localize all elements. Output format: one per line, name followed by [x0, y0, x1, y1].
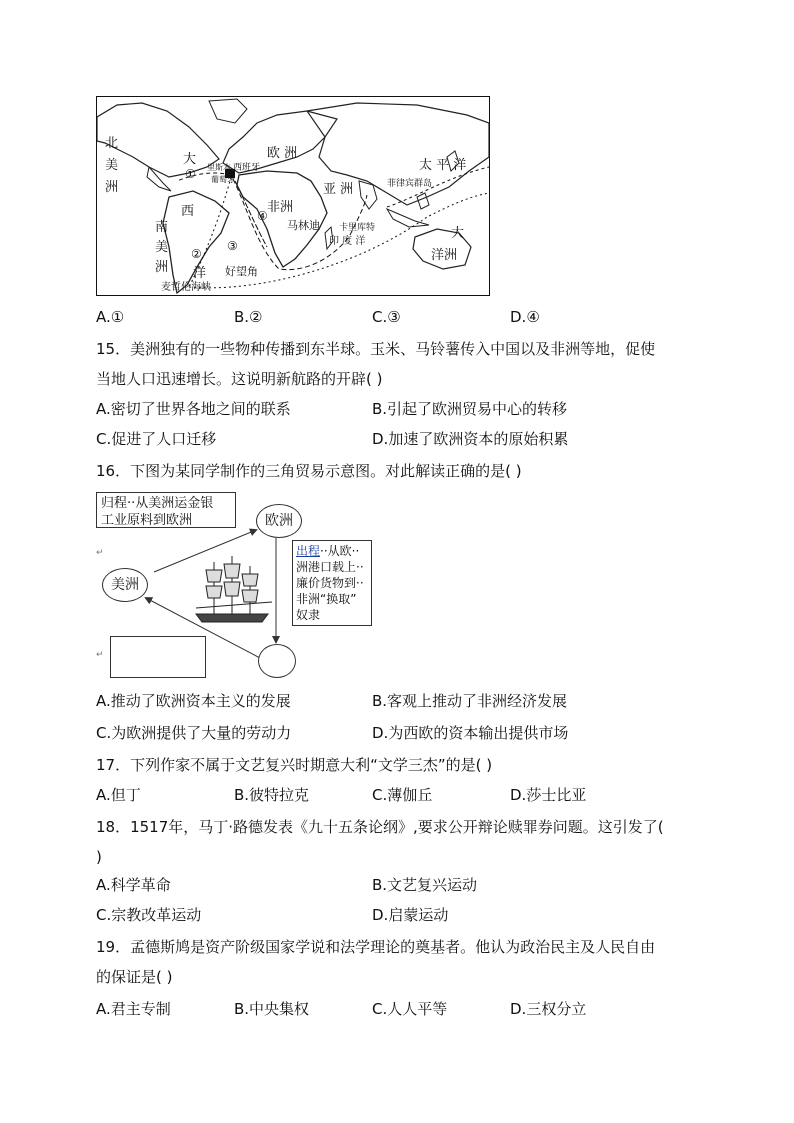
map-label-asia: 亚 洲 — [323, 182, 354, 197]
map-label-malindi: 马林迪 — [287, 219, 320, 232]
q16-option-b: B.客观上推动了非洲经济发展 — [372, 692, 568, 710]
q18-option-a: A.科学革命 — [96, 876, 171, 894]
q18-option-b: B.文艺复兴运动 — [372, 876, 478, 894]
return-route-line2: 工业原料到欧洲 — [101, 513, 193, 528]
q14-option-b: B.② — [234, 308, 263, 326]
map-label-america-2: 洲 — [105, 180, 119, 195]
q18-stem-line2: ) — [96, 848, 102, 866]
q14-option-d: D.④ — [510, 308, 540, 326]
q16-option-a: A.推动了欧洲资本主义的发展 — [96, 692, 291, 710]
outbound-route-box — [292, 540, 372, 626]
map-label-indian-ocean: 印 度 洋 — [329, 236, 366, 247]
route-map — [96, 96, 490, 296]
map-label-africa: 非洲 — [267, 200, 294, 215]
q18-option-d: D.启蒙运动 — [372, 906, 449, 924]
q16-stem: 16．下图为某同学制作的三角贸易示意图。对此解读正确的是( ) — [96, 462, 522, 480]
america-node: 美洲 — [102, 568, 148, 602]
outbound-route-line1: 出程··从欧·· — [296, 544, 360, 558]
q18-stem-line1: 18．1517年，马丁·路德发表《九十五条论纲》,要求公开辩论赎罪券问题。这引发了( — [96, 818, 664, 836]
q19-option-d: D.三权分立 — [510, 1000, 587, 1018]
blank-answer-box — [110, 636, 206, 678]
map-marker-2: ② — [191, 247, 202, 261]
africa-node-blank — [258, 644, 296, 678]
map-label-spain: 西班牙 — [233, 163, 261, 173]
outbound-link[interactable]: 出程 — [296, 544, 321, 558]
q16-option-c: C.为欧洲提供了大量的劳动力 — [96, 724, 292, 742]
map-label-magellan: 麦哲伦海峡 — [161, 282, 211, 293]
map-marker-3: ③ — [227, 239, 238, 253]
map-label-atlantic-3: 洋 — [193, 266, 207, 281]
map-label-cape: 好望角 — [225, 265, 258, 278]
outbound-route-line3: 廉价货物到·· — [296, 576, 364, 590]
q16-option-d: D.为西欧的资本输出提供市场 — [372, 724, 569, 742]
return-route-line1: 归程··从美洲运金银 — [101, 496, 214, 511]
q17-option-b: B.彼特拉克 — [234, 786, 310, 804]
map-label-atlantic-2: 西 — [181, 204, 195, 219]
map-label-europe: 欧 洲 — [267, 146, 298, 161]
triangle-trade-diagram — [96, 490, 396, 680]
q15-option-b: B.引起了欧洲贸易中心的转移 — [372, 400, 568, 418]
q15-stem-line2: 当地人口迅速增长。这说明新航路的开辟( ) — [96, 370, 383, 388]
map-label-america-1: 美 — [105, 158, 119, 173]
map-marker-4: ④ — [257, 209, 268, 223]
q19-option-b: B.中央集权 — [234, 1000, 310, 1018]
outbound-route-line2: 洲港口载上·· — [296, 560, 364, 574]
q19-stem-line1: 19．孟德斯鸠是资产阶级国家学说和法学理论的奠基者。他认为政治民主及人民自由 — [96, 938, 656, 956]
q19-option-a: A.君主专制 — [96, 1000, 171, 1018]
q17-option-a: A.但丁 — [96, 786, 141, 804]
outbound-route-line5: 奴隶 — [296, 608, 321, 622]
europe-node: 欧洲 — [256, 504, 302, 538]
q15-option-a: A.密切了世界各地之间的联系 — [96, 400, 291, 418]
map-label-oceania-1: 大 — [451, 226, 465, 241]
q17-option-d: D.莎士比亚 — [510, 786, 587, 804]
q15-option-c: C.促进了人口迁移 — [96, 430, 217, 448]
map-label-south-3: 洲 — [155, 260, 169, 275]
q14-option-c: C.③ — [372, 308, 401, 326]
q17-option-c: C.薄伽丘 — [372, 786, 433, 804]
q19-stem-line2: 的保证是( ) — [96, 968, 173, 986]
paragraph-mark-1: ↵ — [96, 548, 104, 558]
paragraph-mark-2: ↵ — [96, 650, 104, 660]
map-label-philippines: 菲律宾群岛 — [387, 179, 433, 189]
map-label-lisbon: 里斯本 — [207, 163, 231, 172]
map-label-calicut: 卡里库特 — [339, 223, 376, 233]
q15-stem-line1: 15．美洲独有的一些物种传播到东半球。玉米、马铃薯传入中国以及非洲等地，促使 — [96, 340, 656, 358]
map-label-atlantic-1: 大 — [183, 152, 197, 167]
q15-option-d: D.加速了欧洲资本的原始积累 — [372, 430, 569, 448]
return-route-box — [96, 492, 236, 528]
map-label-north: 北 — [105, 136, 119, 151]
map-marker-1: ① — [185, 167, 196, 181]
q14-option-a: A.① — [96, 308, 125, 326]
map-label-south-1: 南 — [155, 220, 169, 235]
q17-stem: 17．下列作家不属于文艺复兴时期意大利“文学三杰”的是( ) — [96, 756, 493, 774]
map-label-portugal: 葡萄牙 — [211, 175, 235, 184]
q19-option-c: C.人人平等 — [372, 1000, 448, 1018]
map-label-pacific: 太 平 洋 — [419, 158, 467, 173]
map-label-south-2: 美 — [155, 240, 169, 255]
map-label-oceania-2: 洋洲 — [431, 248, 458, 263]
outbound-route-line4: 非洲“换取” — [296, 592, 357, 606]
q18-option-c: C.宗教改革运动 — [96, 906, 202, 924]
